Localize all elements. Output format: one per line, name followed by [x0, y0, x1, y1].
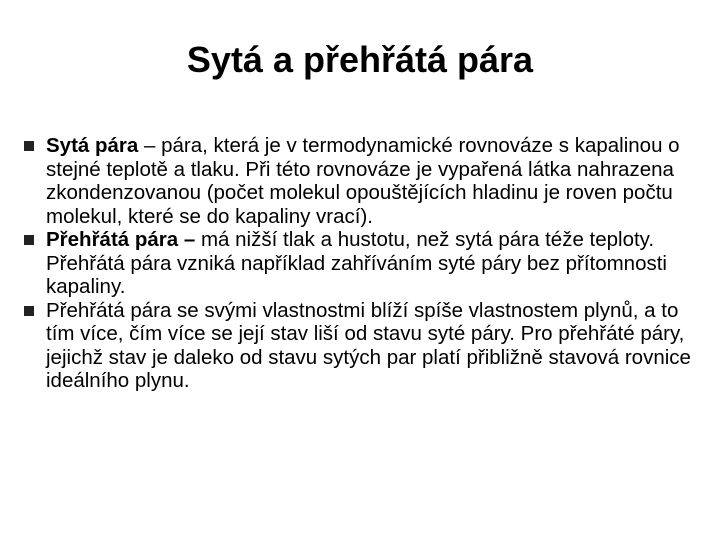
bullet-item-superheated-steam: [24, 228, 708, 299]
bullet-item-saturated-steam: [24, 134, 708, 228]
square-bullet-icon: [24, 235, 34, 245]
bullet-term: Sytá pára: [46, 134, 139, 157]
bullet-text: [46, 134, 708, 228]
bullet-list: [24, 134, 708, 393]
slide-title: Sytá a přehřátá pára: [186, 39, 534, 80]
bullet-term: Přehřátá pára –: [46, 228, 196, 251]
bullet-body: má nižší tlak a hustotu, než sytá pára téže teploty. Přehřátá pára vzniká například zahříváním syté páry bez přítomnosti kapaliny.: [46, 228, 667, 298]
bullet-item-ideal-gas: [24, 299, 708, 393]
square-bullet-icon: [24, 306, 34, 316]
bullet-body: – pára, která je v termodynamické rovnováze s kapalinou o stejné teplotě a tlaku. Při této rovnováze je vypařená látka nahrazena zkondenzovanou (počet molekul opouštějících hladinu je roven počtu molekul, které se do kapaliny vrací).: [46, 134, 680, 228]
bullet-text: [46, 228, 708, 299]
bullet-body: Přehřátá pára se svými vlastnostmi blíží spíše vlastnostem plynů, a to tím více, čím více se její stav liší od stavu syté páry. Pro přehřáté páry, jejichž stav je daleko od stavu sytých par platí přibližně stavová rovnice ideálního plynu.: [46, 298, 691, 392]
bullet-text: [46, 299, 708, 393]
square-bullet-icon: [24, 141, 34, 151]
